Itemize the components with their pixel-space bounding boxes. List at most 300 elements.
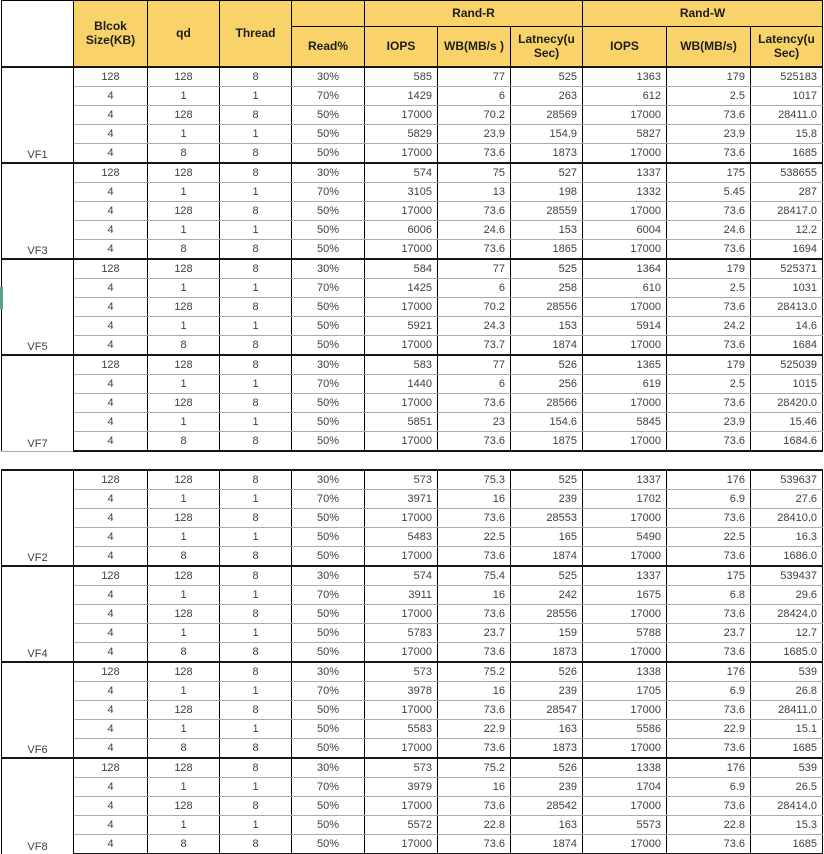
- table-cell: 8: [220, 835, 292, 854]
- table-cell: 3971: [365, 490, 438, 509]
- table-cell: 1685: [751, 739, 823, 759]
- table-cell: 75.3: [438, 470, 511, 490]
- table-cell: 22.8: [438, 816, 511, 835]
- table-cell: 15.1: [751, 720, 823, 739]
- table-cell: 128: [148, 470, 220, 490]
- table-cell: 30%: [292, 566, 365, 586]
- table-cell: 8: [148, 240, 220, 260]
- table-cell: 1017: [751, 87, 823, 106]
- table-cell: 154.6: [511, 413, 583, 432]
- table-cell: 1440: [365, 375, 438, 394]
- table-cell: 50%: [292, 643, 365, 663]
- table-cell: 8: [148, 144, 220, 164]
- table-row: [2, 701, 823, 720]
- table-cell: 17000: [365, 432, 438, 452]
- table-cell: 5851: [365, 413, 438, 432]
- table-cell: 5573: [583, 816, 667, 835]
- table-cell: 1: [148, 624, 220, 643]
- table-cell: 73.6: [667, 547, 751, 567]
- table-cell: 50%: [292, 413, 365, 432]
- table-cell: 4: [74, 586, 148, 605]
- table-cell: 75: [438, 163, 511, 183]
- table-cell: 175: [667, 163, 751, 183]
- table-cell: 4: [74, 279, 148, 298]
- col-header-qd: qd: [148, 1, 220, 68]
- table-cell: 1363: [583, 67, 667, 87]
- table-cell: 50%: [292, 528, 365, 547]
- table-cell: 1694: [751, 240, 823, 260]
- table-cell: 16: [438, 586, 511, 605]
- table-cell: 16.3: [751, 528, 823, 547]
- table-cell: 50%: [292, 835, 365, 854]
- table-cell: 128: [74, 662, 148, 682]
- table-row: [2, 375, 823, 394]
- table-cell: 1337: [583, 566, 667, 586]
- table-cell: 8: [220, 67, 292, 87]
- table-cell: 23.9: [667, 125, 751, 144]
- table-cell: 28411.0: [751, 701, 823, 720]
- table-cell: 1: [220, 682, 292, 701]
- table-cell: 128: [74, 163, 148, 183]
- table-cell: 50%: [292, 605, 365, 624]
- table-cell: 5490: [583, 528, 667, 547]
- table-cell: 1702: [583, 490, 667, 509]
- table-cell: 73.6: [438, 547, 511, 567]
- table-cell: 5827: [583, 125, 667, 144]
- table-cell: 1: [220, 125, 292, 144]
- table-cell: 574: [365, 163, 438, 183]
- table-cell: 584: [365, 259, 438, 279]
- table-cell: 6.9: [667, 682, 751, 701]
- vf-label: VF7: [2, 355, 74, 451]
- table-row: [2, 778, 823, 797]
- table-row: [2, 490, 823, 509]
- table-cell: 22.5: [438, 528, 511, 547]
- read-top-empty-cell: [292, 1, 365, 27]
- table-cell: 8: [220, 797, 292, 816]
- table-cell: 256: [511, 375, 583, 394]
- table-cell: 1: [148, 221, 220, 240]
- table-cell: 23.7: [438, 624, 511, 643]
- table-cell: 70%: [292, 778, 365, 797]
- table-cell: 1365: [583, 355, 667, 375]
- table-cell: 525: [511, 67, 583, 87]
- table-cell: 1: [148, 490, 220, 509]
- table-row: [2, 67, 823, 87]
- table-cell: 128: [74, 566, 148, 586]
- table-cell: 612: [583, 87, 667, 106]
- table-cell: 16: [438, 490, 511, 509]
- table-row: [2, 259, 823, 279]
- table-cell: 6006: [365, 221, 438, 240]
- table-cell: 70.2: [438, 298, 511, 317]
- table-cell: 17000: [583, 432, 667, 452]
- table-cell: 4: [74, 778, 148, 797]
- table-cell: 70%: [292, 279, 365, 298]
- table-cell: 1: [148, 375, 220, 394]
- table-cell: 258: [511, 279, 583, 298]
- table-cell: 179: [667, 355, 751, 375]
- table-cell: 198: [511, 183, 583, 202]
- table-cell: 17000: [365, 106, 438, 125]
- table-cell: 16: [438, 682, 511, 701]
- table-row: [2, 87, 823, 106]
- table-row: [2, 547, 823, 567]
- table-cell: 8: [220, 739, 292, 759]
- table-cell: 153: [511, 221, 583, 240]
- table-cell: 4: [74, 144, 148, 164]
- vf-label: VF1: [2, 67, 74, 163]
- table-row: [2, 183, 823, 202]
- table-cell: 8: [148, 835, 220, 854]
- table-cell: 4: [74, 720, 148, 739]
- table-cell: 73.6: [438, 432, 511, 452]
- table-cell: 6.9: [667, 778, 751, 797]
- table-cell: 17000: [583, 298, 667, 317]
- table-cell: 12.7: [751, 624, 823, 643]
- table-cell: 128: [74, 470, 148, 490]
- table-cell: 77: [438, 355, 511, 375]
- table-cell: 73.6: [438, 144, 511, 164]
- table-cell: 4: [74, 375, 148, 394]
- table-cell: 4: [74, 87, 148, 106]
- table-cell: 75.4: [438, 566, 511, 586]
- table-cell: 1031: [751, 279, 823, 298]
- table-cell: 128: [148, 67, 220, 87]
- table-cell: 1: [220, 490, 292, 509]
- table-cell: 128: [148, 605, 220, 624]
- table-cell: 5914: [583, 317, 667, 336]
- table-cell: 17000: [365, 701, 438, 720]
- table-row: [2, 739, 823, 759]
- table-cell: 1: [148, 682, 220, 701]
- table-cell: 525039: [751, 355, 823, 375]
- table-cell: 73.6: [667, 106, 751, 125]
- table-cell: 17000: [365, 298, 438, 317]
- table-cell: 1337: [583, 470, 667, 490]
- table-cell: 128: [74, 355, 148, 375]
- table-cell: 1684.6: [751, 432, 823, 452]
- table-cell: 1425: [365, 279, 438, 298]
- left-edge-marker: [0, 287, 3, 309]
- table-cell: 1364: [583, 259, 667, 279]
- table-cell: 2.5: [667, 375, 751, 394]
- col-header-randw-latency: Latency(u Sec): [751, 27, 823, 68]
- table-cell: 128: [148, 758, 220, 778]
- table-cell: 1: [220, 317, 292, 336]
- table-cell: 73.6: [438, 394, 511, 413]
- table-cell: 73.6: [438, 701, 511, 720]
- vf-label: VF3: [2, 163, 74, 259]
- table-cell: 17000: [583, 797, 667, 816]
- table-cell: 50%: [292, 240, 365, 260]
- table-cell: 4: [74, 509, 148, 528]
- table-cell: 1875: [511, 432, 583, 452]
- table-cell: 128: [148, 106, 220, 125]
- table-cell: 12.2: [751, 221, 823, 240]
- table-cell: 22.8: [667, 816, 751, 835]
- table-cell: 70%: [292, 87, 365, 106]
- table-cell: 17000: [583, 394, 667, 413]
- table-cell: 128: [148, 662, 220, 682]
- table-cell: 128: [148, 701, 220, 720]
- table-cell: 23.9: [667, 413, 751, 432]
- table-cell: 17000: [583, 144, 667, 164]
- table-cell: 15.8: [751, 125, 823, 144]
- table-cell: 73.6: [667, 144, 751, 164]
- table-cell: 1: [220, 375, 292, 394]
- table-cell: 128: [148, 298, 220, 317]
- table-cell: 28569: [511, 106, 583, 125]
- table-cell: 128: [148, 259, 220, 279]
- col-header-randw-iops: IOPS: [583, 27, 667, 68]
- table-cell: 4: [74, 202, 148, 221]
- table-cell: 17000: [365, 605, 438, 624]
- table-cell: 8: [220, 470, 292, 490]
- vf-label: VF6: [2, 662, 74, 758]
- table-cell: 538655: [751, 163, 823, 183]
- table-cell: 73.6: [438, 739, 511, 759]
- table-cell: 610: [583, 279, 667, 298]
- table-cell: 239: [511, 778, 583, 797]
- vf-label: VF2: [2, 470, 74, 566]
- corner-cell: [2, 1, 74, 68]
- table-cell: 128: [74, 758, 148, 778]
- table-cell: 4: [74, 394, 148, 413]
- table-cell: 50%: [292, 298, 365, 317]
- table-cell: 24.3: [438, 317, 511, 336]
- table-cell: 50%: [292, 144, 365, 164]
- table-cell: 17000: [583, 202, 667, 221]
- table-cell: 28414.0: [751, 797, 823, 816]
- table-cell: 526: [511, 662, 583, 682]
- table-cell: 8: [220, 432, 292, 452]
- col-header-randr-latency: Latnecy(u Sec): [511, 27, 583, 68]
- table-cell: 1015: [751, 375, 823, 394]
- table-cell: 1: [220, 778, 292, 797]
- table-cell: 179: [667, 259, 751, 279]
- table-row: [2, 797, 823, 816]
- table-cell: 1338: [583, 662, 667, 682]
- table-cell: 16: [438, 778, 511, 797]
- table-cell: 525: [511, 566, 583, 586]
- table-row: [2, 279, 823, 298]
- table-cell: 17000: [365, 144, 438, 164]
- table-cell: 30%: [292, 758, 365, 778]
- table-cell: 5572: [365, 816, 438, 835]
- table-cell: 2.5: [667, 279, 751, 298]
- table-cell: 50%: [292, 125, 365, 144]
- table-body: [2, 67, 823, 854]
- table-row: [2, 355, 823, 375]
- table-cell: 70%: [292, 490, 365, 509]
- table-cell: 73.6: [438, 605, 511, 624]
- table-cell: 176: [667, 470, 751, 490]
- table-cell: 1: [148, 183, 220, 202]
- table-cell: 28542: [511, 797, 583, 816]
- table-cell: 23.7: [667, 624, 751, 643]
- table-cell: 17000: [365, 643, 438, 663]
- table-cell: 73.6: [438, 202, 511, 221]
- table-cell: 17000: [583, 701, 667, 720]
- table-row: [2, 221, 823, 240]
- vf-label: VF8: [2, 758, 74, 854]
- table-cell: 176: [667, 662, 751, 682]
- table-cell: 1338: [583, 758, 667, 778]
- table-row: [2, 413, 823, 432]
- table-cell: 573: [365, 470, 438, 490]
- table-cell: 73.6: [438, 240, 511, 260]
- table-row: [2, 643, 823, 663]
- table-cell: 1873: [511, 739, 583, 759]
- table-cell: 1: [148, 720, 220, 739]
- spacer-row: [2, 451, 823, 470]
- table-cell: 128: [148, 394, 220, 413]
- table-cell: 539: [751, 662, 823, 682]
- table-cell: 73.6: [667, 298, 751, 317]
- table-cell: 8: [220, 605, 292, 624]
- table-cell: 525: [511, 470, 583, 490]
- table-cell: 163: [511, 816, 583, 835]
- table-cell: 3978: [365, 682, 438, 701]
- table-cell: 1874: [511, 835, 583, 854]
- table-cell: 24.6: [438, 221, 511, 240]
- table-cell: 23: [438, 413, 511, 432]
- table-cell: 50%: [292, 432, 365, 452]
- table-cell: 525183: [751, 67, 823, 87]
- table-cell: 1: [148, 528, 220, 547]
- table-cell: 128: [148, 355, 220, 375]
- table-cell: 4: [74, 816, 148, 835]
- table-cell: 1337: [583, 163, 667, 183]
- table-row: [2, 202, 823, 221]
- table-cell: 8: [220, 547, 292, 567]
- table-cell: 22.5: [667, 528, 751, 547]
- table-cell: 1685.0: [751, 643, 823, 663]
- table-cell: 239: [511, 682, 583, 701]
- table-row: [2, 317, 823, 336]
- table-row: [2, 432, 823, 452]
- table-cell: 17000: [583, 106, 667, 125]
- table-cell: 50%: [292, 547, 365, 567]
- spacer-cell: [2, 451, 823, 470]
- table-cell: 17000: [583, 605, 667, 624]
- table-cell: 70%: [292, 183, 365, 202]
- table-cell: 5586: [583, 720, 667, 739]
- table-cell: 50%: [292, 739, 365, 759]
- table-row: [2, 394, 823, 413]
- table-cell: 8: [220, 758, 292, 778]
- table-cell: 4: [74, 432, 148, 452]
- table-cell: 30%: [292, 163, 365, 183]
- table-cell: 1: [220, 720, 292, 739]
- table-cell: 73.6: [667, 739, 751, 759]
- table-cell: 73.7: [438, 336, 511, 356]
- table-cell: 175: [667, 566, 751, 586]
- col-header-block-size: Blcok Size(KB): [74, 1, 148, 68]
- table-row: [2, 470, 823, 490]
- table-cell: 583: [365, 355, 438, 375]
- table-cell: 8: [220, 355, 292, 375]
- table-cell: 50%: [292, 816, 365, 835]
- table-cell: 50%: [292, 720, 365, 739]
- table-cell: 23.9: [438, 125, 511, 144]
- table-cell: 4: [74, 183, 148, 202]
- table-cell: 28566: [511, 394, 583, 413]
- table-cell: 585: [365, 67, 438, 87]
- table-cell: 17000: [583, 835, 667, 854]
- table-cell: 73.6: [667, 701, 751, 720]
- table-cell: 8: [220, 106, 292, 125]
- col-header-thread: Thread: [220, 1, 292, 68]
- table-cell: 3105: [365, 183, 438, 202]
- table-cell: 30%: [292, 470, 365, 490]
- table-cell: 50%: [292, 394, 365, 413]
- table-cell: 128: [74, 67, 148, 87]
- table-cell: 1686.0: [751, 547, 823, 567]
- table-cell: 6.8: [667, 586, 751, 605]
- table-cell: 70%: [292, 682, 365, 701]
- table-cell: 1: [148, 317, 220, 336]
- table-cell: 1874: [511, 547, 583, 567]
- table-row: [2, 624, 823, 643]
- table-cell: 30%: [292, 259, 365, 279]
- table-cell: 50%: [292, 624, 365, 643]
- table-cell: 50%: [292, 317, 365, 336]
- table-cell: 128: [148, 509, 220, 528]
- table-cell: 165: [511, 528, 583, 547]
- table-cell: 153: [511, 317, 583, 336]
- table-cell: 527: [511, 163, 583, 183]
- table-row: [2, 720, 823, 739]
- table-cell: 8: [220, 144, 292, 164]
- table-cell: 1: [220, 279, 292, 298]
- table-cell: 70%: [292, 586, 365, 605]
- table-cell: 526: [511, 758, 583, 778]
- col-header-randr-wb: WB(MB/s ): [438, 27, 511, 68]
- table-cell: 73.6: [667, 202, 751, 221]
- table-cell: 73.6: [667, 835, 751, 854]
- table-cell: 539437: [751, 566, 823, 586]
- table-cell: 4: [74, 125, 148, 144]
- table-cell: 1873: [511, 643, 583, 663]
- table-cell: 8: [220, 509, 292, 528]
- table-cell: 77: [438, 259, 511, 279]
- table-cell: 163: [511, 720, 583, 739]
- table-cell: 573: [365, 662, 438, 682]
- table-cell: 30%: [292, 662, 365, 682]
- table-cell: 26.8: [751, 682, 823, 701]
- table-cell: 5921: [365, 317, 438, 336]
- table-cell: 1: [220, 183, 292, 202]
- benchmark-table: [1, 0, 823, 854]
- table-cell: 8: [220, 394, 292, 413]
- table-row: [2, 336, 823, 356]
- table-cell: 128: [148, 202, 220, 221]
- table-cell: 1: [220, 816, 292, 835]
- table-cell: 73.6: [667, 643, 751, 663]
- table-cell: 17000: [583, 509, 667, 528]
- col-header-read-pct: Read%: [292, 27, 365, 68]
- table-cell: 287: [751, 183, 823, 202]
- table-row: [2, 125, 823, 144]
- table-cell: 128: [74, 259, 148, 279]
- table-cell: 8: [220, 202, 292, 221]
- table-cell: 6: [438, 279, 511, 298]
- table-cell: 30%: [292, 67, 365, 87]
- table-cell: 4: [74, 413, 148, 432]
- table-cell: 574: [365, 566, 438, 586]
